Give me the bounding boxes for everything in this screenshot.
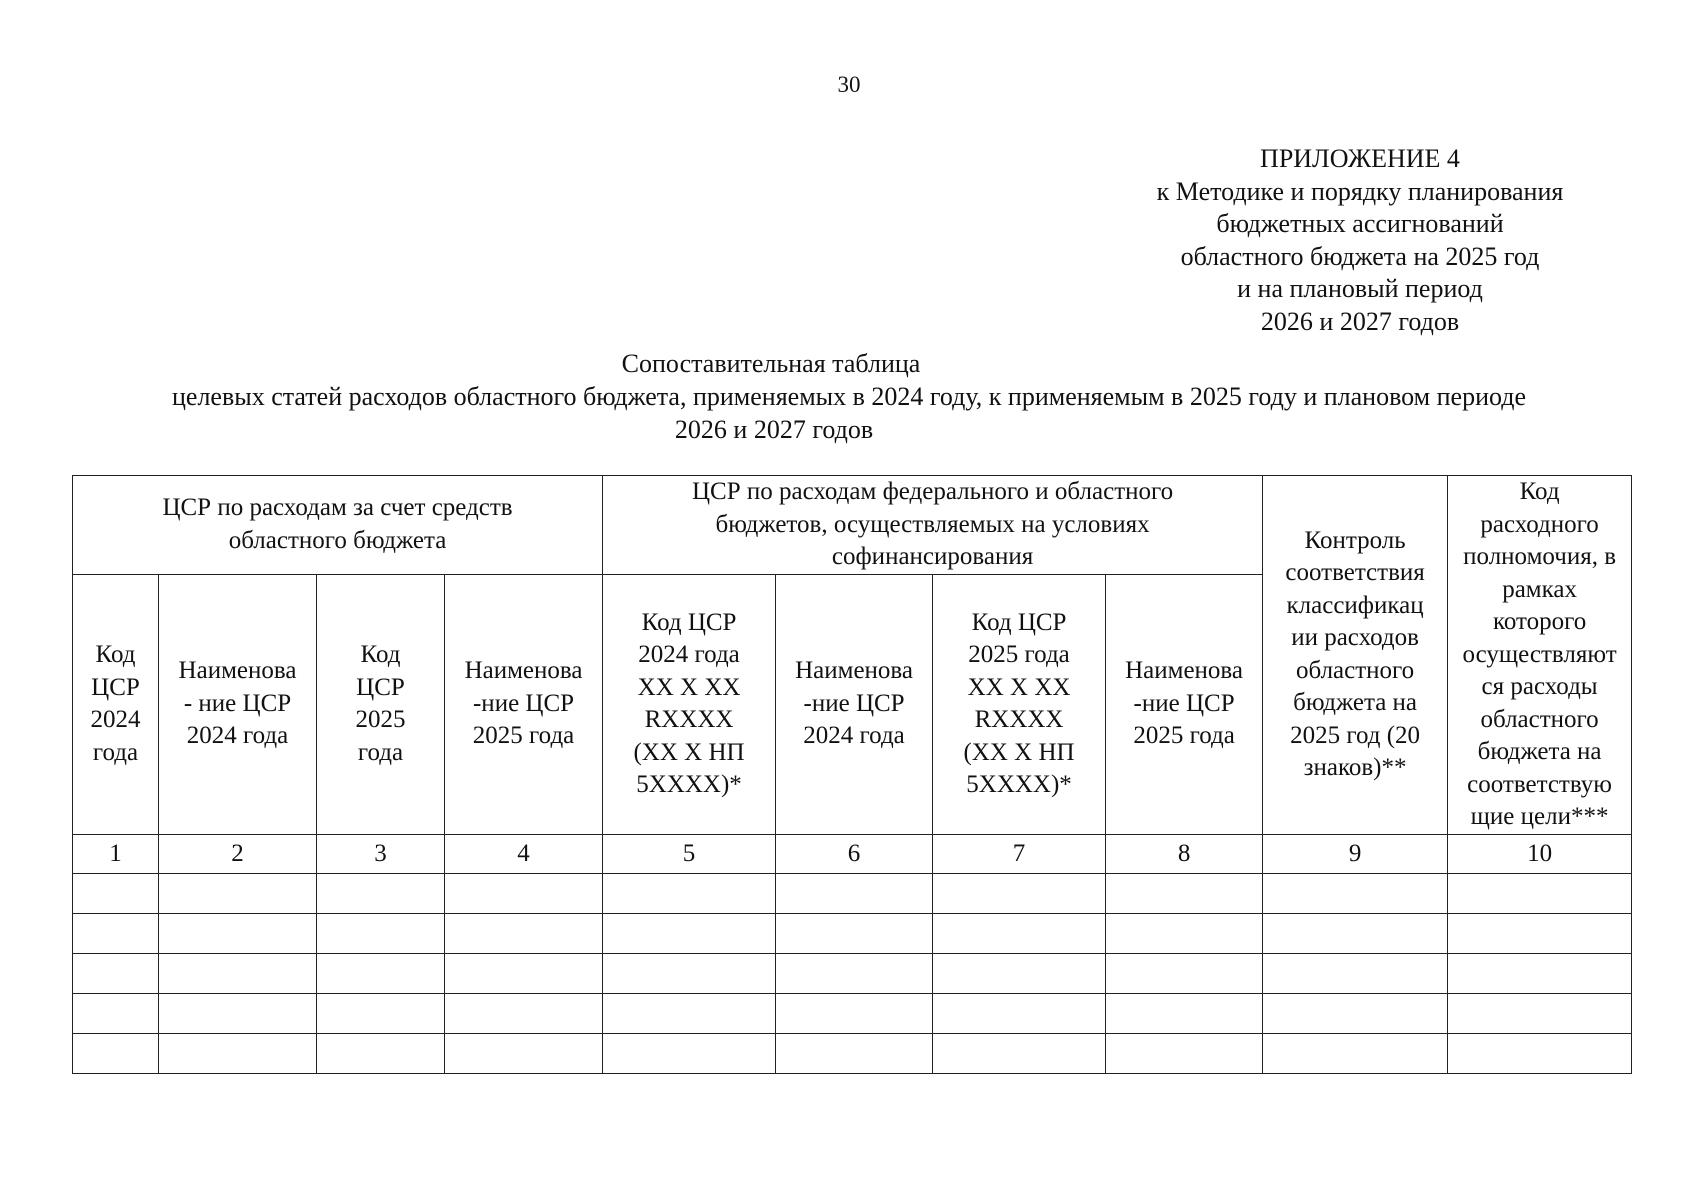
column-header: Наименова -ние ЦСР 2025 года <box>1106 574 1263 834</box>
column-number: 2 <box>159 834 317 873</box>
document-title-line: целевых статей расходов областного бюджета, применяемых в 2024 году, к применяемым в 2025 году и плановом периоде <box>171 382 1527 411</box>
table-cell[interactable] <box>776 993 933 1033</box>
column-number: 9 <box>1263 834 1448 873</box>
table-cell[interactable] <box>445 953 603 993</box>
column-number: 7 <box>933 834 1106 873</box>
table-cell[interactable] <box>73 1033 159 1073</box>
table-cell[interactable] <box>1263 873 1448 913</box>
appendix-line: 2026 и 2027 годов <box>1260 306 1460 336</box>
table-cell[interactable] <box>603 913 776 953</box>
group-header-cofinancing: ЦСР по расходам федерального и областного бюджетов, осуществляемых на условиях софинансирования <box>603 476 1263 575</box>
column-header: Наименова -ние ЦСР 2024 года <box>776 574 933 834</box>
column-number-row <box>73 834 1632 873</box>
table-row <box>73 873 1632 913</box>
table-cell[interactable] <box>317 913 445 953</box>
table-cell[interactable] <box>1106 993 1263 1033</box>
table-cell[interactable] <box>1106 953 1263 993</box>
table-cell[interactable] <box>933 953 1106 993</box>
document-title-line: 2026 и 2027 годов <box>674 415 874 444</box>
table-cell[interactable] <box>159 953 317 993</box>
appendix-title: ПРИЛОЖЕНИЕ 4 <box>1260 144 1460 173</box>
table-row <box>73 1033 1632 1073</box>
column-number: 6 <box>776 834 933 873</box>
table-cell[interactable] <box>1448 993 1632 1033</box>
table-cell[interactable] <box>1263 993 1448 1033</box>
table-cell[interactable] <box>776 873 933 913</box>
table-cell[interactable] <box>603 1033 776 1073</box>
document-title-line: Сопоставительная таблица <box>621 349 921 378</box>
column-header: Наименова -ние ЦСР 2025 года <box>445 574 603 834</box>
column-number: 10 <box>1448 834 1632 873</box>
column-number: 4 <box>445 834 603 873</box>
column-number: 5 <box>603 834 776 873</box>
table-cell[interactable] <box>317 993 445 1033</box>
column-header-control: Контроль соответствия классификац ии расходов областного бюджета на 2025 год (20 знаков)** <box>1263 476 1448 835</box>
table-cell[interactable] <box>73 953 159 993</box>
appendix-line: и на плановый период <box>1237 274 1483 303</box>
table-cell[interactable] <box>445 913 603 953</box>
column-header: Код ЦСР 2025 года <box>317 574 445 834</box>
group-header-regional: ЦСР по расходам за счет средств областного бюджета <box>73 476 603 575</box>
column-header: Наименова - ние ЦСР 2024 года <box>159 574 317 834</box>
table-cell[interactable] <box>776 913 933 953</box>
column-number: 3 <box>317 834 445 873</box>
table-cell[interactable] <box>933 913 1106 953</box>
table-cell[interactable] <box>1448 953 1632 993</box>
column-number: 1 <box>73 834 159 873</box>
table-cell[interactable] <box>933 1033 1106 1073</box>
table-cell[interactable] <box>1448 1033 1632 1073</box>
appendix-header <box>1100 143 1620 338</box>
table-cell[interactable] <box>159 993 317 1033</box>
table-cell[interactable] <box>1263 953 1448 993</box>
table-cell[interactable] <box>933 873 1106 913</box>
table-cell[interactable] <box>317 953 445 993</box>
appendix-line: к Методике и порядку планирования <box>1156 176 1564 206</box>
table-cell[interactable] <box>603 953 776 993</box>
table-cell[interactable] <box>159 1033 317 1073</box>
table-cell[interactable] <box>1106 1033 1263 1073</box>
table-cell[interactable] <box>1263 1033 1448 1073</box>
table-cell[interactable] <box>73 913 159 953</box>
table-group-header-row <box>73 476 1632 575</box>
table-cell[interactable] <box>603 873 776 913</box>
table-cell[interactable] <box>317 1033 445 1073</box>
table-body <box>73 873 1632 1073</box>
column-header: Код ЦСР 2024 года <box>73 574 159 834</box>
table-cell[interactable] <box>445 1033 603 1073</box>
table-cell[interactable] <box>73 873 159 913</box>
table-cell[interactable] <box>159 913 317 953</box>
table-cell[interactable] <box>159 873 317 913</box>
table-cell[interactable] <box>603 993 776 1033</box>
table-cell[interactable] <box>73 993 159 1033</box>
table-cell[interactable] <box>1448 873 1632 913</box>
table-cell[interactable] <box>1448 913 1632 953</box>
table-row <box>73 993 1632 1033</box>
table-cell[interactable] <box>776 953 933 993</box>
table-cell[interactable] <box>445 993 603 1033</box>
table-cell[interactable] <box>317 873 445 913</box>
column-header: Код ЦСР 2025 года XX X XX RXXXX (XX X НП 5XXXX)* <box>933 574 1106 834</box>
table-row <box>73 953 1632 993</box>
column-header-authority-code: Код расходного полномочия, в рамках которого осуществляют ся расходы областного бюджета на соответствую щие цели*** <box>1448 476 1632 835</box>
comparison-table <box>72 475 1632 1074</box>
table-cell[interactable] <box>776 1033 933 1073</box>
table-cell[interactable] <box>445 873 603 913</box>
page-number: 30 <box>837 72 861 97</box>
table-cell[interactable] <box>1106 913 1263 953</box>
column-header: Код ЦСР 2024 года XX X XX RXXXX (XX X НП 5XXXX)* <box>603 574 776 834</box>
column-number: 8 <box>1106 834 1263 873</box>
table-cell[interactable] <box>1106 873 1263 913</box>
appendix-line: областного бюджета на 2025 год <box>1180 241 1540 271</box>
document-title <box>0 347 1698 446</box>
table-cell[interactable] <box>1263 913 1448 953</box>
appendix-line: бюджетных ассигнований <box>1216 209 1504 238</box>
table-cell[interactable] <box>933 993 1106 1033</box>
table-row <box>73 913 1632 953</box>
